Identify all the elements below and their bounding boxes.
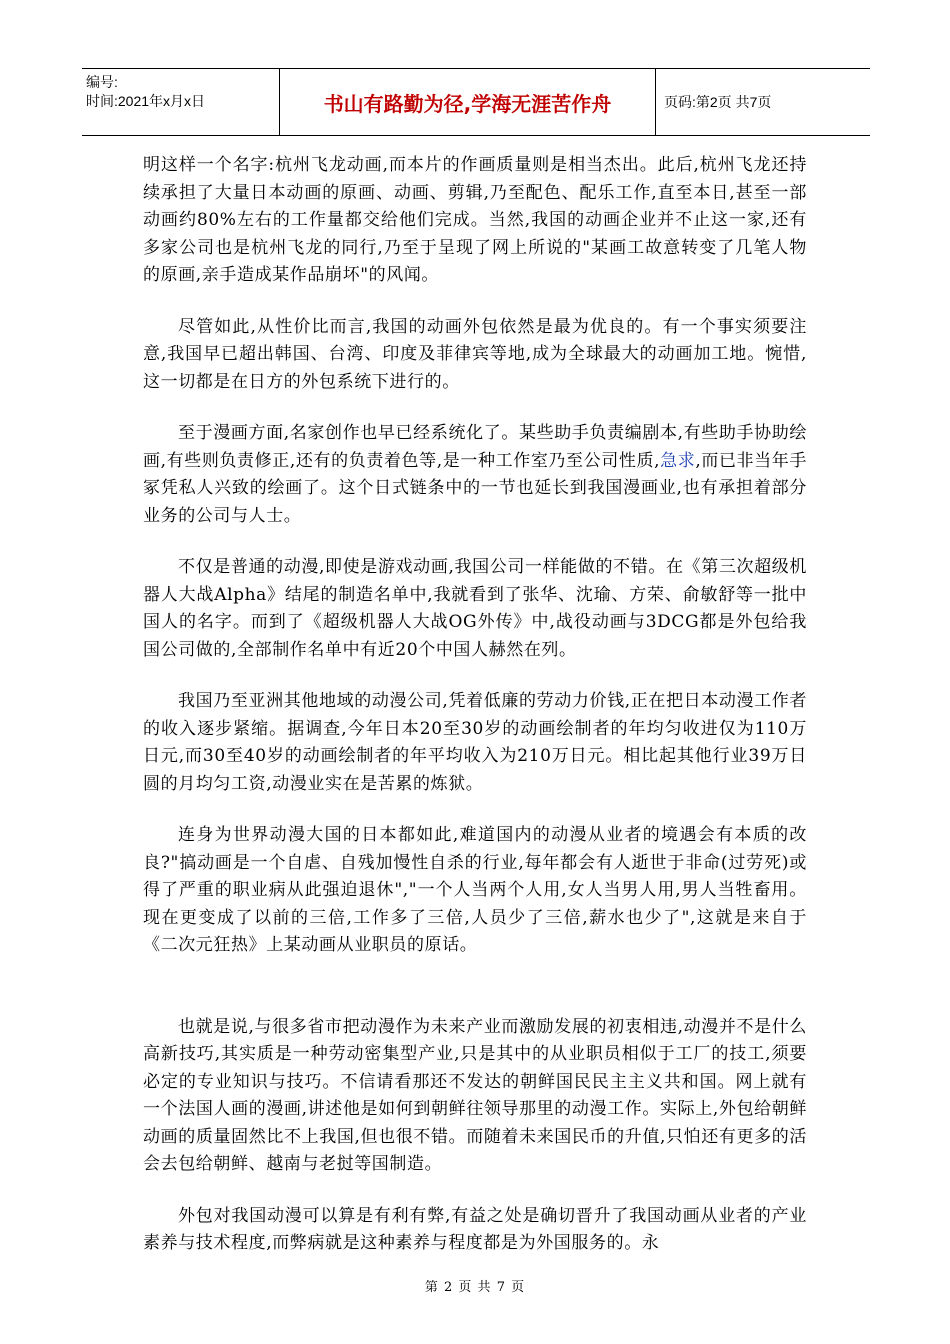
paragraph-8: 外包对我国动漫可以算是有利有弊,有益之处是确切晋升了我国动画从业者的产业素养与技术程度,而弊病就是这种素养与程度都是为外国服务的。永: [143, 1205, 807, 1253]
paragraph-3-text-a: 至于漫画方面,名家创作也早已经系统化了。某些助手负责编剧本,有些助手协助绘画,有些则负责修正,还有的负责着色等,是一种工作室乃至公司性质,: [143, 423, 807, 471]
header-page-info: 页码:第2页 共7页: [664, 94, 772, 110]
paragraph-3-text-b: ,而已非当年手冢凭私人兴致的绘画了。这个日式链条中的一节也延长到我国漫画业,也有承担着部分业务的公司与人士。: [143, 450, 807, 526]
paragraph-4: 不仅是普通的动漫,即使是游戏动画,我国公司一样能做的不错。在《第三次超级机器人大战Alpha》结尾的制造名单中,我就看到了张华、沈瑜、方荣、俞敏舒等一批中国人的名字。而到了《超级机器人大战OG外传》中,战役动画与3DCG都是外包给我国公司做的,全部制作名单中有近20个中国人赫然在列。: [143, 557, 807, 660]
paragraph-5: 我国乃至亚洲其他地域的动漫公司,凭着低廉的劳动力价钱,正在把日本动漫工作者的收入逐步紧缩。据调查,今年日本20至30岁的动画绘制者的年均匀收进仅为110万日元,而30至40岁的动画绘制者的年平均收入为210万日元。相比起其他行业39万日圆的月均匀工资,动漫业实在是苦累的炼狱。: [143, 691, 807, 794]
page-footer: 第 2 页 共 7 页: [424, 1280, 526, 1295]
document-number-label: 编号:: [86, 74, 118, 90]
header-meta-cell: [82, 69, 280, 135]
paragraph-7: 也就是说,与很多省市把动漫作为未来产业而激励发展的初衷相违,动漫并不是什么高新技巧,其实质是一种劳动密集型产业,只是其中的从业职员相似于工厂的技工,须要必定的专业知识与技巧。不信请看那还不发达的朝鲜国民民主主义共和国。网上就有一个法国人画的漫画,讲述他是如何到朝鲜往领导那里的动漫工作。实际上,外包给朝鲜动画的质量固然比不上我国,但也很不错。而随着未来国民币的升值,只怕还有更多的活会去包给朝鲜、越南与老挝等国制造。: [143, 1016, 807, 1174]
paragraph-2: 尽管如此,从性价比而言,我国的动画外包依然是最为优良的。有一个事实须要注意,我国早已超出韩国、台湾、印度及菲律宾等地,成为全球最大的动画加工地。惋惜,这一切都是在日方的外包系统下进行的。: [143, 316, 807, 392]
document-time-label: 时间:2021年x月x日: [86, 93, 206, 109]
paragraph-6: 连身为世界动漫大国的日本都如此,难道国内的动漫从业者的境遇会有本质的改良?"搞动画是一个自虐、自残加慢性自杀的行业,每年都会有人逝世于非命(过劳死)或得了严重的职业病从此强迫退休","一个人当两个人用,女人当男人用,男人当牲畜用。现在更变成了以前的三倍,工作多了三倍,人员少了三倍,薪水也少了",这就是来自于《二次元狂热》上某动画从业职员的原话。: [143, 825, 807, 955]
page-header: [82, 68, 870, 136]
inline-link[interactable]: 急求: [660, 450, 696, 471]
document-body: [143, 152, 807, 1282]
paragraph-1: 明这样一个名字:杭州飞龙动画,而本片的作画质量则是相当杰出。此后,杭州飞龙还持续承担了大量日本动画的原画、动画、剪辑,乃至配色、配乐工作,直至本日,甚至一部动画约80%左右的工作量都交给他们完成。当然,我国的动画企业并不止这一家,还有多家公司也是杭州飞龙的同行,乃至于呈现了网上所说的"某画工故意转变了几笔人物的原画,亲手造成某作品崩坏"的风闻。: [143, 155, 807, 285]
header-motto: 书山有路勤为径,学海无涯苦作舟: [280, 69, 656, 135]
paragraph-3: [143, 420, 807, 530]
